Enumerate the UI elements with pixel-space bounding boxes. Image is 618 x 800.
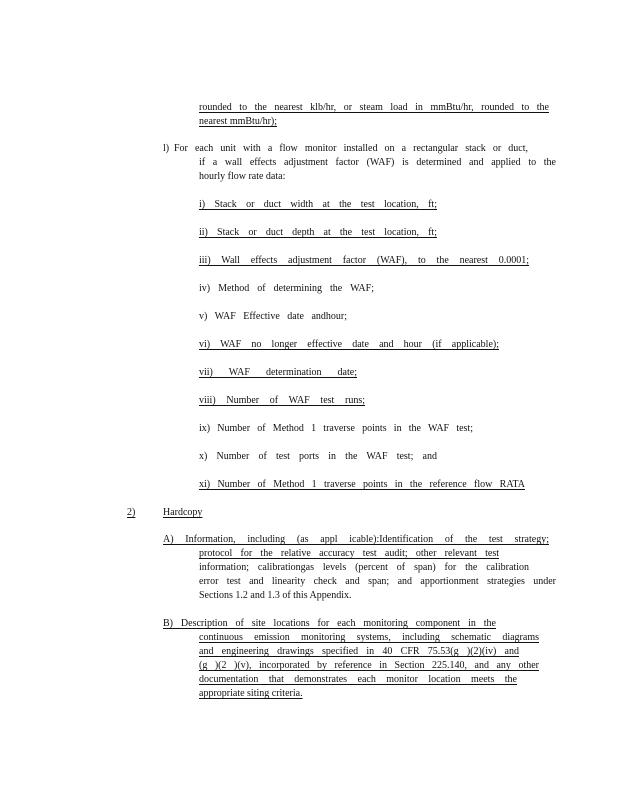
text-line: continuous emission monitoring systems, including schematic diagrams [199, 632, 539, 643]
text-line: nearest mmBtu/hr); [199, 116, 278, 127]
text-line: Sections 1.2 and 1.3 of this Appendix. [199, 590, 352, 601]
text-line: information; calibrationgas levels (percent of span) for the calibration [199, 562, 529, 573]
text-line: B) Description of site locations for each monitoring component in the [163, 618, 496, 629]
list-item: vii) WAF determination date; [199, 367, 357, 378]
list-item: iv) Method of determining the WAF; [199, 283, 374, 294]
text-line: if a wall effects adjustment factor (WAF) is determined and applied to the [199, 157, 556, 168]
text-line: appropriate siting criteria. [199, 688, 303, 699]
text-line: hourly flow rate data: [199, 171, 286, 182]
text-line: For each unit with a flow monitor installed on a rectangular stack or duct, [174, 143, 528, 154]
item-marker: l) [163, 143, 170, 154]
text-line: documentation that demonstrates each monitor location meets the [199, 674, 517, 685]
list-item: iii) Wall effects adjustment factor (WAF), to the nearest 0.0001; [199, 255, 529, 266]
list-item: v) WAF Effective date andhour; [199, 311, 347, 322]
section-number: 2) [127, 507, 136, 518]
text-line: (g )(2 )(v), incorporated by reference in Section 225.140, and any other [199, 660, 539, 671]
list-item: vi) WAF no longer effective date and hour (if applicable); [199, 339, 499, 350]
text-line: protocol for the relative accuracy test audit; other relevant test [199, 548, 499, 559]
list-item: viii) Number of WAF test runs; [199, 395, 365, 406]
list-item: ix) Number of Method 1 traverse points in the WAF test; [199, 423, 473, 434]
text-line: A) Information, including (as appl icable):Identification of the test strategy; [163, 534, 549, 545]
text-line: error test and linearity check and span; and apportionment strategies under [199, 576, 556, 587]
list-item: xi) Number of Method 1 traverse points in the reference flow RATA [199, 479, 525, 490]
section-title: Hardcopy [163, 507, 203, 518]
text-line: and engineering drawings specified in 40 CFR 75.53(g )(2)(iv) and [199, 646, 519, 657]
list-item: i) Stack or duct width at the test location, ft; [199, 199, 437, 210]
list-item: x) Number of test ports in the WAF test; and [199, 451, 437, 462]
text-line: rounded to the nearest klb/hr, or steam load in mmBtu/hr, rounded to the [199, 102, 549, 113]
list-item: ii) Stack or duct depth at the test location, ft; [199, 227, 437, 238]
